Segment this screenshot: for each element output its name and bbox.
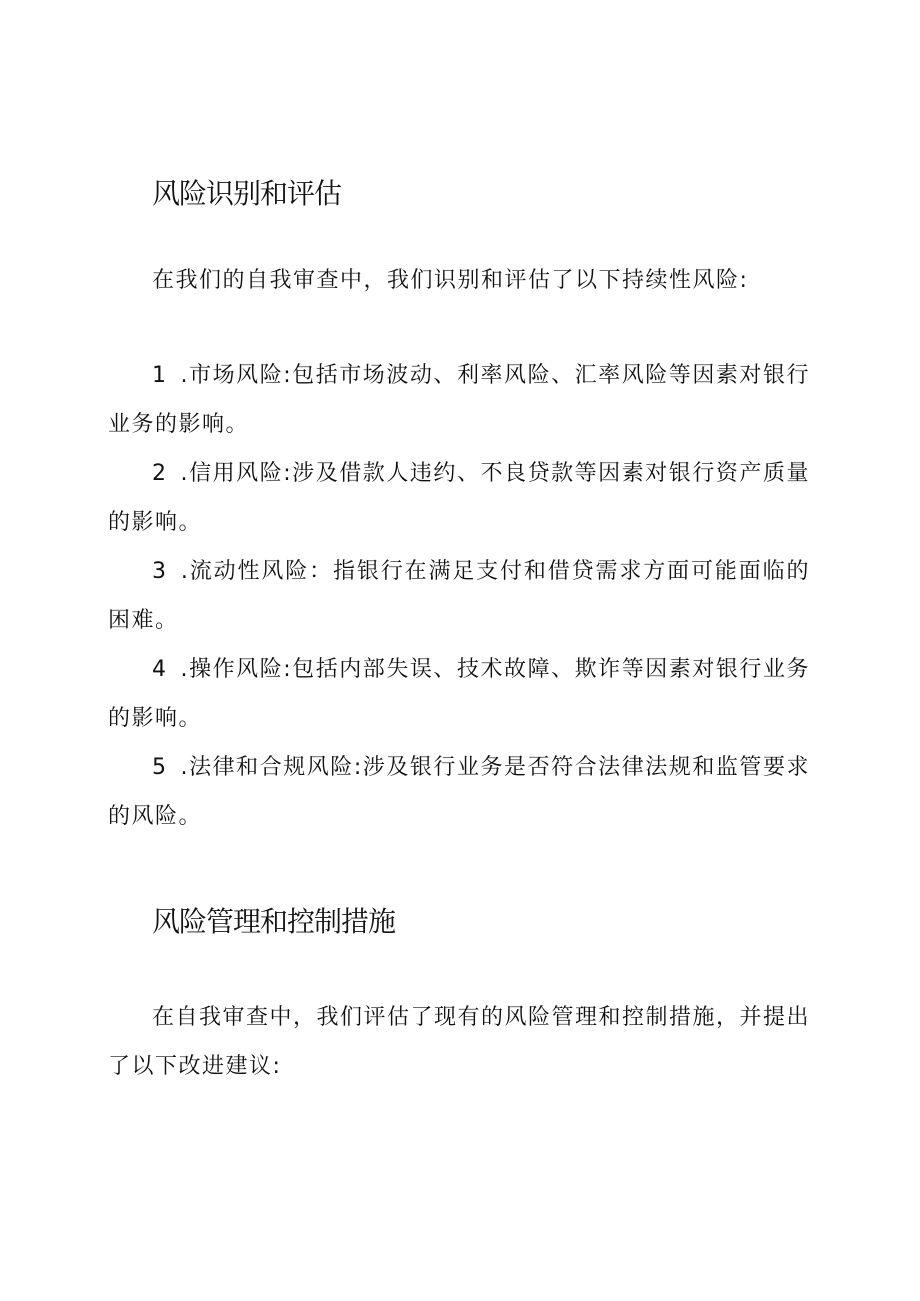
list-item [108,743,810,841]
list-item-text: .法律和合规风险:涉及银行业务是否符合法律法规和监管要求的风险。 [108,755,810,829]
section-intro [108,256,810,305]
list-item-number: 1 [152,363,172,388]
section-risk-management [108,904,810,940]
list-item [108,351,810,449]
list-item-number: 4 [152,657,172,682]
intro-paragraph: 在自我审查中，我们评估了现有的风险管理和控制措施，并提出了以下改进建议: [108,1005,811,1079]
list-item-number: 2 [152,461,172,486]
list-item-number: 3 [152,559,172,584]
section-risk-identification [108,176,810,212]
list-item [108,547,810,645]
list-item-text: .市场风险:包括市场波动、利率风险、汇率风险等因素对银行业务的影响。 [108,363,810,437]
section-intro [108,993,810,1091]
intro-paragraph: 在我们的自我审查中，我们识别和评估了以下持续性风险: [152,268,749,293]
section-heading: 风险管理和控制措施 [152,905,396,938]
list-item-text: .信用风险:涉及借款人违约、不良贷款等因素对银行资产质量的影响。 [108,461,810,535]
list-item-number: 5 [152,755,172,780]
list-item-text: .流动性风险：指银行在满足支付和借贷需求方面可能面临的困难。 [108,559,810,633]
list-item [108,645,810,743]
section-heading: 风险识别和评估 [152,177,342,210]
list-item [108,449,810,547]
risk-list [108,351,810,841]
list-item-text: .操作风险:包括内部失误、技术故障、欺诈等因素对银行业务的影响。 [108,657,810,731]
